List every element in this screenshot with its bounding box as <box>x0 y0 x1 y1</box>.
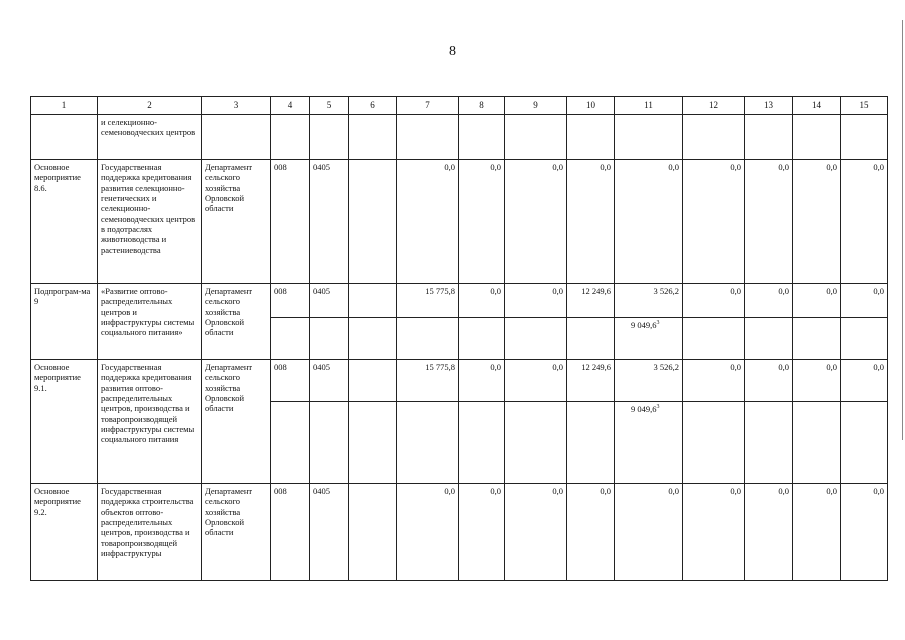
item-description: Государственная поддержка кредитования развития оптово-распределительных центров, производства и товаропроизводящей инфраструктуры системы социального питания <box>98 359 202 483</box>
header-cell: 13 <box>745 97 793 115</box>
amount-cell: 0,0 <box>459 359 505 401</box>
amount-cell: 0,0 <box>505 283 567 317</box>
amount-cell: 3 526,2 <box>615 283 683 317</box>
table-cell <box>841 401 888 483</box>
amount-cell: 0,0 <box>841 359 888 401</box>
header-cell: 1 <box>31 97 98 115</box>
amount-cell: 0,0 <box>459 483 505 580</box>
table-cell <box>567 317 615 359</box>
header-cell: 15 <box>841 97 888 115</box>
table-row <box>31 159 888 283</box>
table-cell <box>683 317 745 359</box>
table-cell <box>349 359 397 401</box>
item-code: Основное мероприятие 8.6. <box>31 159 98 283</box>
table-cell <box>349 401 397 483</box>
header-cell: 8 <box>459 97 505 115</box>
table-cell <box>793 317 841 359</box>
table-cell <box>459 401 505 483</box>
header-cell: 2 <box>98 97 202 115</box>
table-cell: 008 <box>271 483 310 580</box>
item-code: Основное мероприятие 9.1. <box>31 359 98 483</box>
table-cell <box>310 401 349 483</box>
amount-cell: 0,0 <box>683 159 745 283</box>
amount-cell: 0,0 <box>397 159 459 283</box>
table-cell <box>683 401 745 483</box>
amount-cell: 0,0 <box>745 483 793 580</box>
sub-amount-cell <box>615 401 683 483</box>
table-row <box>31 483 888 580</box>
table-cell <box>567 114 615 159</box>
table-cell <box>397 114 459 159</box>
margin-rule <box>902 20 903 440</box>
table-cell <box>745 401 793 483</box>
table-row <box>31 359 888 401</box>
amount-cell: 0,0 <box>459 159 505 283</box>
table-cell <box>349 114 397 159</box>
amount-cell: 0,0 <box>841 483 888 580</box>
table-cell <box>615 114 683 159</box>
table-cell <box>397 317 459 359</box>
amount-cell: 15 775,8 <box>397 359 459 401</box>
item-code: Подпрограм-ма 9 <box>31 283 98 359</box>
table-cell <box>745 114 793 159</box>
item-code: Основное мероприятие 9.2. <box>31 483 98 580</box>
budget-table <box>30 96 888 581</box>
table-cell: 0405 <box>310 159 349 283</box>
amount-cell: 0,0 <box>841 283 888 317</box>
header-cell: 9 <box>505 97 567 115</box>
table-row <box>31 283 888 317</box>
continuation-text: и селекционно-семеноводческих центров <box>98 114 202 159</box>
table-cell <box>349 317 397 359</box>
header-cell: 11 <box>615 97 683 115</box>
table-cell <box>31 114 98 159</box>
amount-cell: 0,0 <box>683 283 745 317</box>
page-number: 8 <box>449 44 456 59</box>
header-cell: 4 <box>271 97 310 115</box>
table-cell <box>745 317 793 359</box>
amount-cell: 0,0 <box>793 359 841 401</box>
amount-cell: 0,0 <box>615 483 683 580</box>
table-cell <box>793 401 841 483</box>
amount-cell: 12 249,6 <box>567 359 615 401</box>
table-cell <box>271 114 310 159</box>
amount-cell: 0,0 <box>793 159 841 283</box>
item-executor: Департамент сельского хозяйства Орловской области <box>202 483 271 580</box>
table-cell: 0405 <box>310 483 349 580</box>
header-row <box>31 97 888 115</box>
header-cell: 5 <box>310 97 349 115</box>
item-executor: Департамент сельского хозяйства Орловской области <box>202 283 271 359</box>
amount-cell: 0,0 <box>505 159 567 283</box>
table-cell <box>505 114 567 159</box>
table-cell <box>683 114 745 159</box>
header-cell: 6 <box>349 97 397 115</box>
amount-cell: 0,0 <box>567 483 615 580</box>
header-cell: 3 <box>202 97 271 115</box>
table-cell <box>349 159 397 283</box>
table-cell <box>841 317 888 359</box>
table-cell <box>459 114 505 159</box>
table-cell: 0405 <box>310 283 349 317</box>
table-cell <box>793 114 841 159</box>
table-cell <box>271 401 310 483</box>
amount-cell: 0,0 <box>683 483 745 580</box>
header-cell: 12 <box>683 97 745 115</box>
table-row <box>31 114 888 159</box>
item-description: Государственная поддержка строительства объектов оптово-распределительных центров, производства и товаропроизводящей инфраструктуры <box>98 483 202 580</box>
table-cell <box>459 317 505 359</box>
amount-cell: 0,0 <box>745 359 793 401</box>
amount-cell: 0,0 <box>683 359 745 401</box>
item-description: «Развитие оптово-распределительных центров и инфраструктуры системы социального питания» <box>98 283 202 359</box>
amount-cell: 0,0 <box>505 359 567 401</box>
amount-cell: 0,0 <box>745 283 793 317</box>
item-executor: Департамент сельского хозяйства Орловской области <box>202 159 271 283</box>
table-cell: 008 <box>271 283 310 317</box>
amount-cell: 0,0 <box>793 483 841 580</box>
table-cell: 0405 <box>310 359 349 401</box>
table-cell <box>567 401 615 483</box>
amount-cell: 0,0 <box>505 483 567 580</box>
table-cell <box>271 317 310 359</box>
table-cell <box>310 317 349 359</box>
header-cell: 10 <box>567 97 615 115</box>
item-description: Государственная поддержка кредитования развития селекционно-генетических и селекционно-семеноводческих центров в подотраслях животноводства и растениеводства <box>98 159 202 283</box>
table-cell <box>505 401 567 483</box>
table-cell <box>841 114 888 159</box>
header-cell: 7 <box>397 97 459 115</box>
table-cell <box>349 483 397 580</box>
amount-cell: 0,0 <box>397 483 459 580</box>
amount-cell: 12 249,6 <box>567 283 615 317</box>
amount-cell: 0,0 <box>793 283 841 317</box>
footnote-mark: 3 <box>656 320 660 327</box>
table-cell: 008 <box>271 359 310 401</box>
table-cell: 008 <box>271 159 310 283</box>
sub-amount-cell <box>615 317 683 359</box>
table-cell <box>397 401 459 483</box>
amount-cell: 0,0 <box>459 283 505 317</box>
amount-cell: 15 775,8 <box>397 283 459 317</box>
amount-cell: 0,0 <box>745 159 793 283</box>
header-cell: 14 <box>793 97 841 115</box>
table-cell <box>505 317 567 359</box>
amount-cell: 3 526,2 <box>615 359 683 401</box>
sub-amount: 9 049,6 <box>631 403 657 414</box>
table-cell <box>310 114 349 159</box>
item-executor: Департамент сельского хозяйства Орловской области <box>202 359 271 483</box>
footnote-mark: 3 <box>656 404 660 411</box>
table-cell <box>349 283 397 317</box>
amount-cell: 0,0 <box>567 159 615 283</box>
sub-amount: 9 049,6 <box>631 319 657 330</box>
amount-cell: 0,0 <box>841 159 888 283</box>
table-cell <box>202 114 271 159</box>
amount-cell: 0,0 <box>615 159 683 283</box>
